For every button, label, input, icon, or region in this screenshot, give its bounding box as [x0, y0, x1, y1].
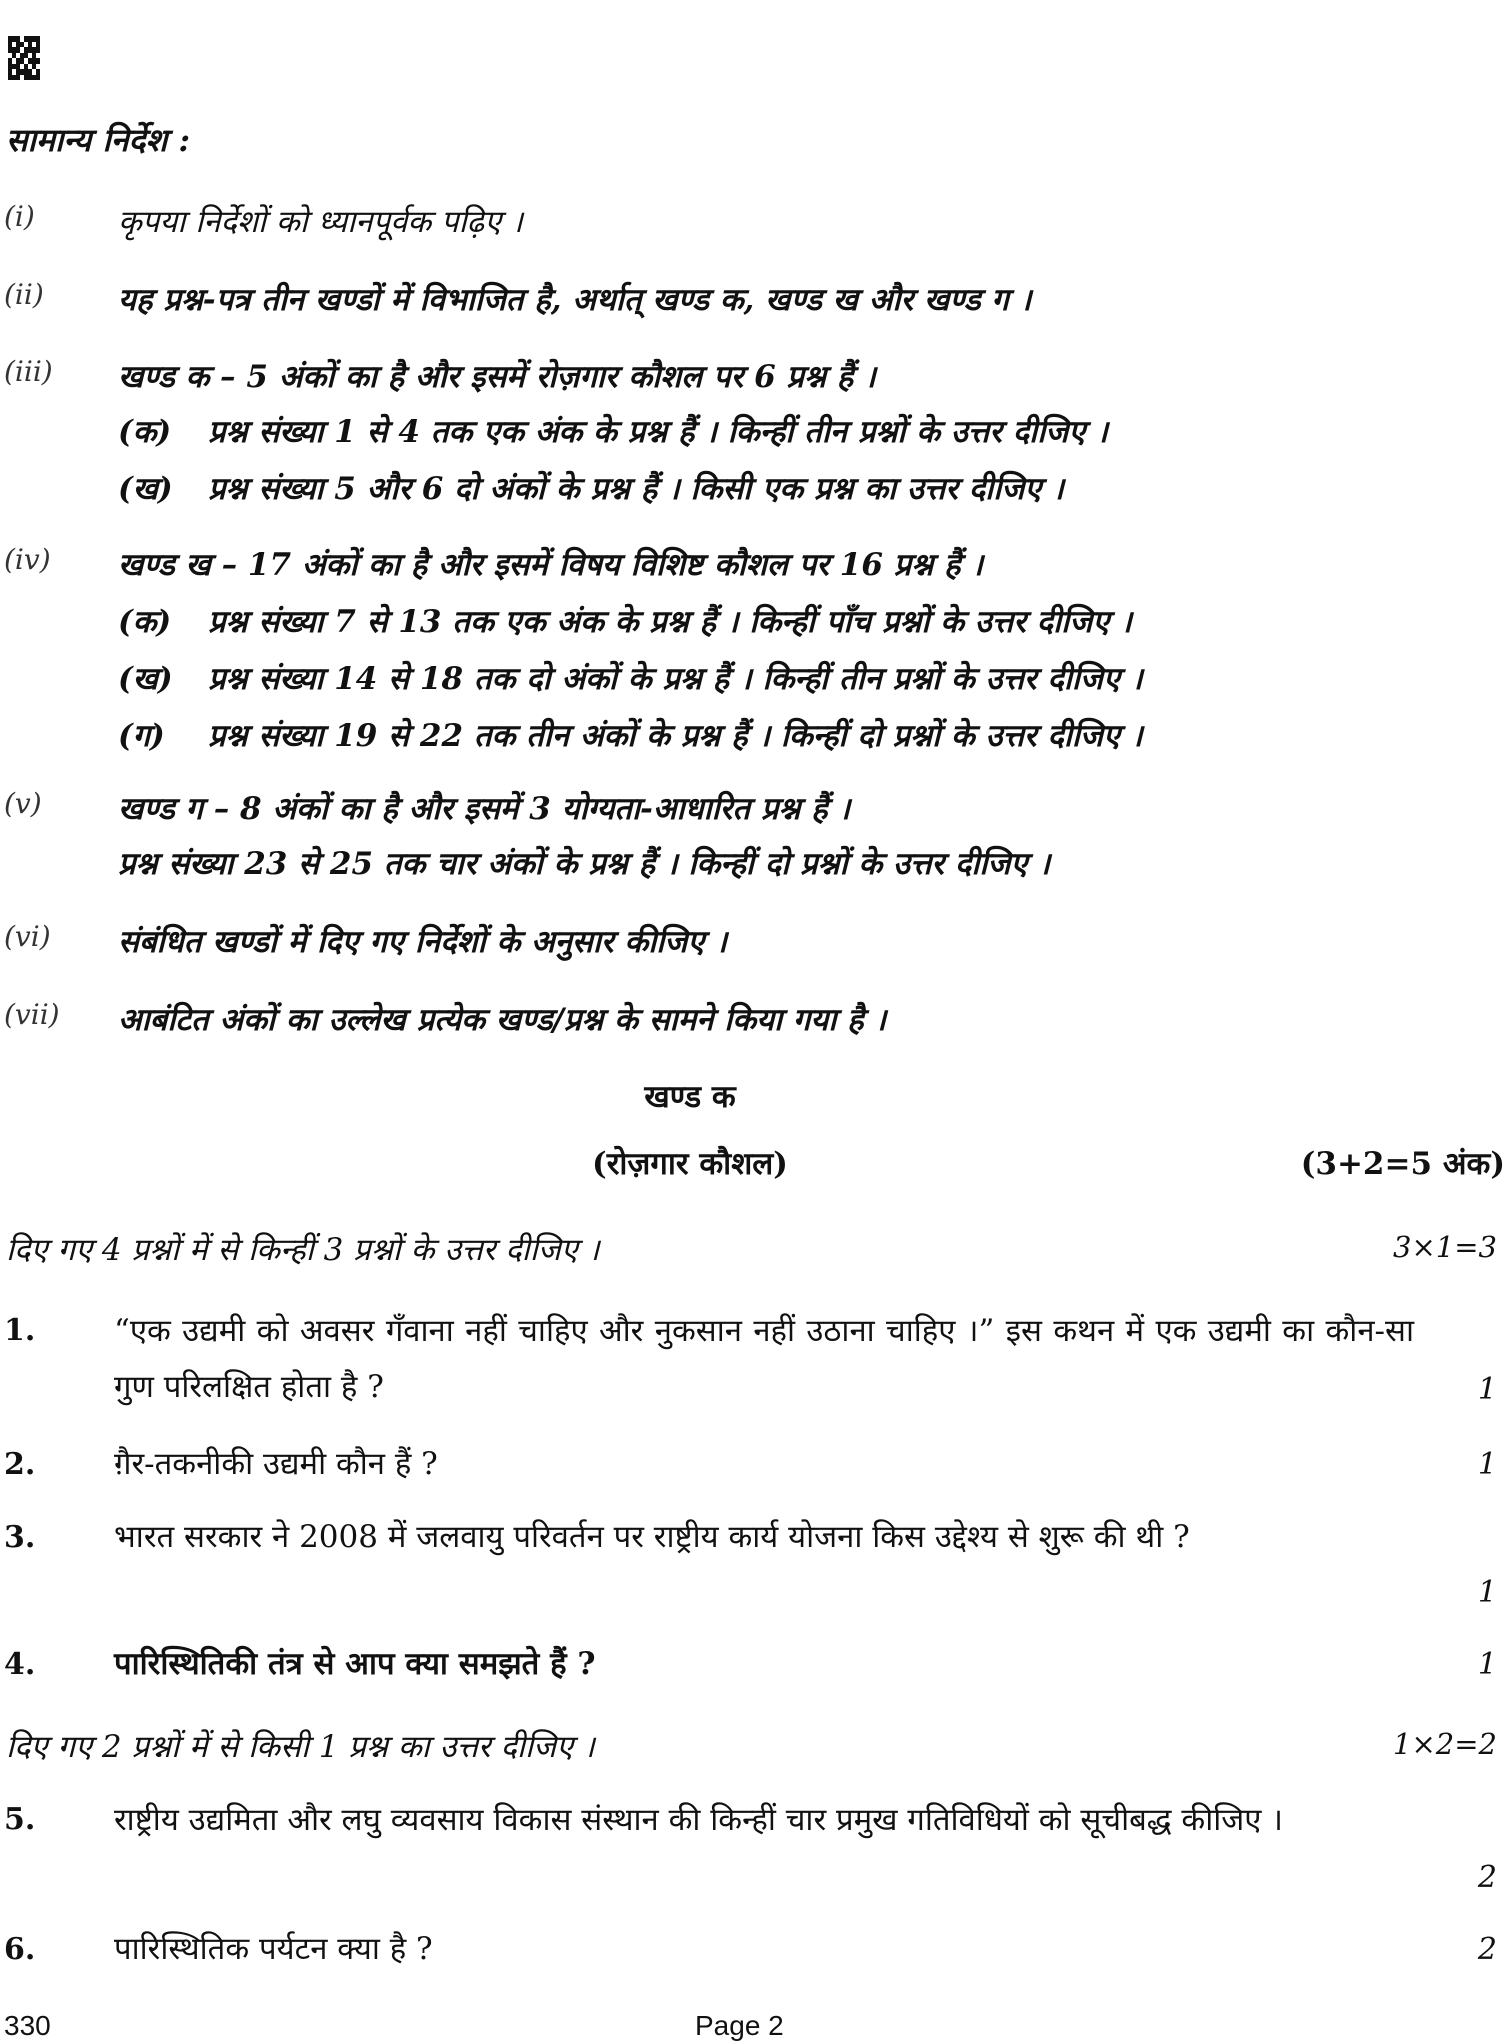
question-marks: 2 [1477, 1932, 1497, 1967]
instruction-number: (iv) [4, 543, 51, 576]
question-text: पारिस्थितिकी तंत्र से आप क्या समझते हैं ? [114, 1646, 596, 1682]
question-number: 6. [4, 1932, 36, 1967]
question-text: राष्ट्रीय उद्यमिता और लघु व्यवसाय विकास संस्थान की किन्हीं चार प्रमुख गतिविधियों को सूचीबद्ध कीजिए । [114, 1802, 1284, 1838]
instruction-sub-item [118, 714, 1143, 756]
question-number: 4. [4, 1647, 36, 1682]
page-number: Page 2 [695, 2010, 784, 2041]
sub-item-tag: (क) [118, 414, 172, 450]
instruction-number: (v) [4, 787, 42, 820]
instruction-sub-item [118, 657, 1143, 699]
sub-item-text: प्रश्न संख्या 19 से 22 तक तीन अंकों के प्रश्न हैं । किन्हीं दो प्रश्नों के उत्तर दीजिए । [208, 718, 1143, 754]
general-instructions-heading: सामान्य निर्देश : [6, 121, 191, 159]
question-number: 2. [4, 1447, 36, 1482]
question-text: “एक उद्यमी को अवसर गँवाना नहीं चाहिए और नुकसान नहीं उठाना चाहिए ।” इस कथन में एक उद्यमी का कौन-सा गुण परिलक्षित होता है ? [114, 1313, 1414, 1405]
group-marks: 1×2=2 [1393, 1727, 1497, 1761]
instruction-number: (i) [4, 200, 35, 233]
sub-item-text: प्रश्न संख्या 1 से 4 तक एक अंक के प्रश्न हैं । किन्हीं तीन प्रश्नों के उत्तर दीजिए । [208, 414, 1108, 450]
question-marks: 1 [1477, 1575, 1497, 1610]
section-marks: (3+2=5 अंक) [1300, 1146, 1505, 1182]
question-text: पारिस्थितिक पर्यटन क्या है ? [114, 1931, 433, 1967]
sub-item-text: प्रश्न संख्या 7 से 13 तक एक अंक के प्रश्न हैं । किन्हीं पाँच प्रश्नों के उत्तर दीजिए । [208, 604, 1132, 640]
question-marks: 1 [1477, 1372, 1497, 1407]
sub-item-tag: (ख) [118, 471, 173, 507]
instruction-number: (ii) [4, 278, 44, 311]
sub-item-text: प्रश्न संख्या 5 और 6 दो अंकों के प्रश्न हैं । किसी एक प्रश्न का उत्तर दीजिए । [208, 471, 1064, 507]
question-number: 5. [4, 1802, 36, 1837]
section-subtitle: (रोज़गार कौशल) [592, 1146, 788, 1182]
instruction-number: (iii) [4, 355, 53, 388]
sub-item-tag: (ग) [118, 718, 165, 754]
sub-item-tag: (क) [118, 604, 172, 640]
group-instruction: दिए गए 4 प्रश्नों में से किन्हीं 3 प्रश्नों के उत्तर दीजिए । [6, 1232, 600, 1268]
qr-code-icon [8, 36, 40, 80]
question-text: भारत सरकार ने 2008 में जलवायु परिवर्तन पर राष्ट्रीय कार्य योजना किस उद्देश्य से शुरू की थी ? [114, 1519, 1190, 1555]
instruction-sub-item [118, 410, 1108, 452]
question-number: 1. [4, 1313, 36, 1348]
instruction-text: कृपया निर्देशों को ध्यानपूर्वक पढ़िए । [118, 204, 523, 240]
instruction-number: (vi) [4, 920, 51, 953]
sub-item-text: प्रश्न संख्या 14 से 18 तक दो अंकों के प्रश्न हैं । किन्हीं तीन प्रश्नों के उत्तर दीजिए । [208, 661, 1143, 697]
paper-code: 330 [4, 2010, 51, 2041]
instruction-number: (vii) [4, 998, 60, 1031]
question-marks: 2 [1477, 1860, 1497, 1895]
sub-item-tag: (ख) [118, 661, 173, 697]
question-marks: 1 [1477, 1447, 1497, 1482]
instruction-sub-item [118, 600, 1132, 642]
question-marks: 1 [1477, 1647, 1497, 1682]
section-title: खण्ड क [644, 1079, 736, 1115]
group-marks: 3×1=3 [1393, 1230, 1497, 1264]
group-instruction: दिए गए 2 प्रश्नों में से किसी 1 प्रश्न का उत्तर दीजिए । [6, 1729, 595, 1765]
instruction-text: आबंटित अंकों का उल्लेख प्रत्येक खण्ड/प्रश्न के सामने किया गया है । [118, 1002, 887, 1038]
instruction-sub-item [118, 467, 1064, 509]
question-number: 3. [4, 1520, 36, 1555]
instruction-text: खण्ड ख – 17 अंकों का है और इसमें विषय विशिष्ट कौशल पर 16 प्रश्न हैं । [118, 547, 984, 583]
instruction-text: खण्ड क – 5 अंकों का है और इसमें रोज़गार कौशल पर 6 प्रश्न हैं । [118, 359, 876, 395]
instruction-text: खण्ड ग – 8 अंकों का है और इसमें 3 योग्यता-आधारित प्रश्न हैं । [118, 791, 851, 827]
instruction-text: संबंधित खण्डों में दिए गए निर्देशों के अनुसार कीजिए । [118, 924, 727, 960]
instruction-text: यह प्रश्न-पत्र तीन खण्डों में विभाजित है, अर्थात् खण्ड क, खण्ड ख और खण्ड ग । [118, 282, 1032, 318]
instruction-continuation: प्रश्न संख्या 23 से 25 तक चार अंकों के प्रश्न हैं । किन्हीं दो प्रश्नों के उत्तर दीजिए । [118, 846, 1051, 882]
question-text: ग़ैर-तकनीकी उद्यमी कौन हैं ? [114, 1446, 438, 1482]
